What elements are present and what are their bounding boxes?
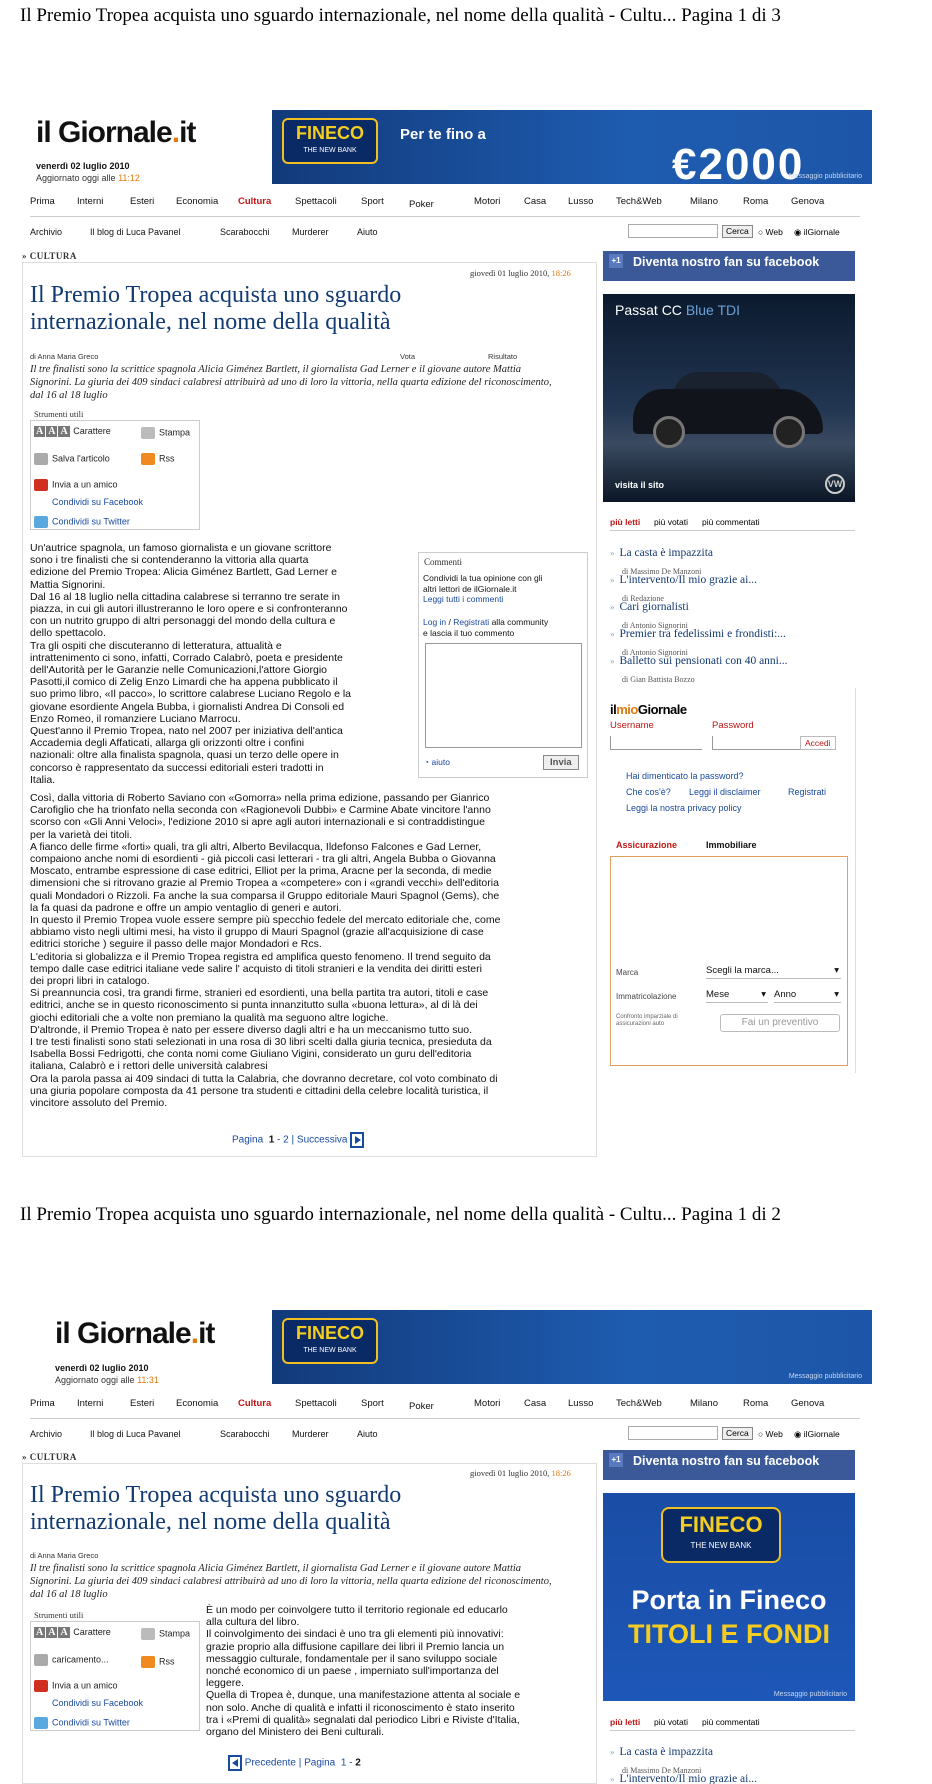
nav-item-lusso[interactable]: Lusso xyxy=(568,196,594,207)
tools-title: Strumenti utili xyxy=(34,1610,84,1620)
comments-register-link[interactable]: Registrati xyxy=(453,617,490,627)
facebook-fan-bar[interactable]: +1 Diventa nostro fan su facebook xyxy=(603,251,855,281)
nav-item-esteri[interactable]: Esteri xyxy=(130,1398,155,1409)
search-button[interactable]: Cerca xyxy=(722,1427,753,1440)
search-input[interactable] xyxy=(628,224,718,238)
nav-item-economia[interactable]: Economia xyxy=(176,196,219,207)
nav-item-lusso[interactable]: Lusso xyxy=(568,1398,594,1409)
tab-most-commented[interactable]: più commentati xyxy=(702,1717,760,1727)
nav-item-casa[interactable]: Casa xyxy=(524,196,547,207)
nav-item-genova[interactable]: Genova xyxy=(791,1398,825,1409)
loading-indicator: caricamento... xyxy=(34,1654,109,1666)
nav-item-spettacoli[interactable]: Spettacoli xyxy=(295,1398,337,1409)
prev-arrow-icon[interactable] xyxy=(228,1755,242,1771)
pagination-1: Pagina 1 - 2 | Successiva xyxy=(232,1132,364,1148)
read-all-comments-link[interactable]: Leggi tutti i commenti xyxy=(423,594,504,604)
ad-label: Messaggio pubblicitario xyxy=(773,1691,847,1698)
site-logo[interactable]: il Giornale.it xyxy=(55,1317,215,1350)
nav-item-milano[interactable]: Milano xyxy=(690,196,718,207)
search-option-site[interactable]: ◉ ilGiornale xyxy=(794,227,840,237)
most-read-item[interactable]: » La casta è impazzita di Massimo De Manzoni xyxy=(610,547,714,576)
passat-car-ad[interactable] xyxy=(603,294,855,502)
nav-item-casa[interactable]: Casa xyxy=(524,1398,547,1409)
visit-site-link[interactable]: visita il sito xyxy=(615,480,665,490)
banner-amount: €2000 xyxy=(672,140,805,184)
save-icon xyxy=(34,453,48,465)
share-facebook-tool[interactable]: Condividi su Facebook xyxy=(52,497,144,507)
fineco-logo: FINECO THE NEW BANK xyxy=(282,1318,378,1364)
username-label: Username xyxy=(610,720,654,731)
fineco-logo: FINECO THE NEW BANK xyxy=(282,118,378,164)
rss-icon xyxy=(141,1656,155,1668)
search-option-web[interactable]: ○ Web xyxy=(758,227,783,237)
comments-title: Commenti xyxy=(424,557,462,567)
nav-item-economia[interactable]: Economia xyxy=(176,1398,219,1409)
printer-icon xyxy=(141,1628,155,1640)
tabs-divider xyxy=(610,530,855,531)
nav-divider xyxy=(30,216,860,217)
share-facebook-tool[interactable]: Condividi su Facebook xyxy=(52,1698,144,1708)
facebook-fan-bar[interactable]: +1 Diventa nostro fan su facebook xyxy=(603,1450,855,1480)
most-read-item[interactable]: » La casta è impazzita di Massimo De Manzoni xyxy=(610,1746,714,1775)
fineco-logo: FINECO THE NEW BANK xyxy=(661,1507,781,1563)
nav-item-cultura[interactable]: Cultura xyxy=(238,1398,272,1409)
next-arrow-icon[interactable] xyxy=(350,1132,364,1148)
mail-icon xyxy=(34,479,48,491)
ad-label: Messaggio pubblicitario xyxy=(788,1373,862,1380)
tabs-divider xyxy=(610,1730,855,1731)
mese-select[interactable]: Mese ▾ xyxy=(706,989,768,1003)
insurance-note: Confronto imparziale di assicurazioni auto xyxy=(616,1014,678,1027)
printer-icon xyxy=(141,427,155,439)
search-option-web[interactable]: ○ Web xyxy=(758,1429,783,1439)
get-quote-button[interactable]: Fai un preventivo xyxy=(720,1014,840,1032)
site-logo[interactable]: il Giornale.it xyxy=(36,116,196,149)
nav-item-roma[interactable]: Roma xyxy=(743,196,769,207)
nav-item-interni[interactable]: Interni xyxy=(77,1398,104,1409)
disclaimer-link[interactable]: Leggi il disclaimer xyxy=(689,787,761,797)
send-friend-tool[interactable]: Invia a un amico xyxy=(34,479,118,491)
subnav-scarabocchi[interactable]: Scarabocchi xyxy=(220,227,270,237)
most-read-item[interactable]: » Cari giornalisti di Antonio Signorini xyxy=(610,601,689,630)
subnav-blog[interactable]: Il blog di Luca Pavanel xyxy=(90,1429,181,1439)
article-byline: di Anna Maria Greco xyxy=(30,1551,99,1560)
article-body-page-2: È un modo per coinvolgere tutto il territorio regionale ed educarlo alla cultura del libro. Il coinvolgimento dei sindaci è uno tra gli elementi più innovativi: grazie proprio alla diffusione capillare dei libri il Premio lancia un messaggio culturale, fondamentale per il sano sviluppo sociale nonché economico di un paese , imperniato sull'importanza del leggere. Quella di Tropea è, dunque, una manifestazione attenta al sociale e non solo. Anche di qualità e infatti il riconoscimento è stato inserito tra i «Premi di qualità» segnalati dal periodico Libri e Riviste d'Italia, organo del Ministero dei Beni culturali. xyxy=(206,1604,521,1739)
nav-item-motori[interactable]: Motori xyxy=(474,1398,501,1409)
tab-immobiliare[interactable]: Immobiliare xyxy=(706,840,757,850)
nav-item-poker[interactable]: Poker xyxy=(409,1401,434,1412)
search-button[interactable]: Cerca xyxy=(722,225,753,238)
most-read-item[interactable]: » Balletto sui pensionati con 40 anni... di Gian Battista Bozzo xyxy=(610,655,788,684)
fineco-banner-ad[interactable] xyxy=(272,110,872,184)
banner-promo-text: Per te fino a xyxy=(400,126,486,143)
fineco-sidebar-ad[interactable] xyxy=(603,1493,855,1701)
tab-assicurazione[interactable]: Assicurazione xyxy=(616,840,678,850)
subnav-aiuto[interactable]: Aiuto xyxy=(357,1429,378,1439)
article-summary: Il tre finalisti sono la scrittice spagnola Alicia Giménez Bartlett, il giornalista Gad Lerner e il giovane autore Mattia Signorini. La giuria dei 409 sindaci calabresi attribuirà ad uno di loro la vittoria, nella quarta edizione del riconoscimento, dal 16 al 18 luglio xyxy=(30,364,552,401)
subnav-murderer[interactable]: Murderer xyxy=(292,227,329,237)
search-option-site[interactable]: ◉ ilGiornale xyxy=(794,1429,840,1439)
forgot-password-link[interactable]: Hai dimenticato la password? xyxy=(626,771,744,781)
most-read-item[interactable]: » L'intervento/Il mio grazie ai... di Redazione xyxy=(610,574,757,603)
article-headline: Il Premio Tropea acquista uno sguardo internazionale, nel nome della qualità xyxy=(30,1482,402,1535)
comments-help-link[interactable]: ◔ aiuto xyxy=(424,757,450,767)
nav-item-esteri[interactable]: Esteri xyxy=(130,196,155,207)
nav-item-prima[interactable]: Prima xyxy=(30,1398,55,1409)
print-header-1: Il Premio Tropea acquista uno sguardo internazionale, nel nome della qualità - Cultu... Pagina 1 di 3 xyxy=(20,5,781,26)
subnav-murderer[interactable]: Murderer xyxy=(292,1429,329,1439)
fineco-banner-ad[interactable] xyxy=(272,1310,872,1384)
tab-most-voted[interactable]: più votati xyxy=(654,1717,689,1727)
vw-logo-icon: VW xyxy=(825,474,845,494)
subnav-archivio[interactable]: Archivio xyxy=(30,227,63,237)
next-page-link[interactable]: Successiva xyxy=(296,1134,348,1146)
prev-page-link[interactable]: Precedente xyxy=(244,1757,296,1769)
nav-item-prima[interactable]: Prima xyxy=(30,196,55,207)
section-label: » CULTURA xyxy=(22,1452,77,1462)
tools-title: Strumenti utili xyxy=(34,409,84,419)
nav-item-cultura[interactable]: Cultura xyxy=(238,196,272,207)
nav-item-techweb[interactable]: Tech&Web xyxy=(616,196,662,207)
marca-select[interactable]: Scegli la marca... ▾ xyxy=(706,965,841,979)
nav-item-sport[interactable]: Sport xyxy=(361,1398,384,1409)
nav-item-milano[interactable]: Milano xyxy=(690,1398,718,1409)
vota-label[interactable]: Vota xyxy=(400,352,416,361)
nav-item-interni[interactable]: Interni xyxy=(77,196,104,207)
font-size-tool[interactable]: A A A Carattere xyxy=(36,1627,111,1638)
subnav-aiuto[interactable]: Aiuto xyxy=(357,227,378,237)
nav-item-sport[interactable]: Sport xyxy=(361,196,384,207)
most-read-item[interactable]: » L'intervento/Il mio grazie ai... xyxy=(610,1773,757,1784)
ilmiogiornale-login-title: ilmioGiornale xyxy=(610,702,687,717)
tab-most-read[interactable]: più letti xyxy=(610,517,641,527)
subnav-scarabocchi[interactable]: Scarabocchi xyxy=(220,1429,270,1439)
nav-item-spettacoli[interactable]: Spettacoli xyxy=(295,196,337,207)
comments-intro: Condividi la tua opinione con gli altri lettori de ilGiornale.it Leggi tutti i commenti xyxy=(423,573,585,605)
password-input[interactable] xyxy=(712,736,800,750)
register-link[interactable]: Registrati xyxy=(788,787,827,797)
ad-label: Messaggio pubblicitario xyxy=(788,173,862,180)
article-date: giovedì 01 luglio 2010, 18:26 xyxy=(470,268,571,278)
comment-submit-button[interactable]: Invia xyxy=(543,755,579,770)
password-label: Password xyxy=(712,720,754,731)
twitter-icon xyxy=(34,1717,48,1729)
tab-most-read[interactable]: più letti xyxy=(610,1717,641,1727)
rss-icon xyxy=(141,453,155,465)
article-date: giovedì 01 luglio 2010, 18:26 xyxy=(470,1468,571,1478)
article-body-full-1: Così, dalla vittoria di Roberto Saviano con «Gomorra» nella prima edizione, passando per Gianrico Carofiglio che ha trionfato nella seconda con «Ragionevoli Dubbi» e Carmine Abate vincitore l'anno scorso con «Gli Anni Veloci», l'edizione 2010 si apre agli autori internazionali e si contraddistingue per la varietà dei titoli. A fianco delle firme «forti» quali, tra gli altri, Alberto Bevilacqua, Ildefonso Falcones e Gad Lerner, compaiono anche nomi di esordienti - già piccoli casi letterari - tra gli altri, Angela Bubba o Giovanna Moscato, entrambe espressione di case editrici, Elliot per la prima, Aracne per la seconda, di medie dimensioni che si ritrovano grazie al Premio Tropea a «competere» con i «grandi vecchi» dell'editoria quali Mondadori o Rizzoli. Fa anche la sua comparsa il Gruppo editoriale Mauri Spagnol (Gems), che la fa quasi da padrone e offre un ampio ventaglio di generi e autori. In questo il Premio Tropea vuole essere sempre più specchio fedele del mercato editoriale che, come abbiamo visto negli ultimi mesi, ha visto il gruppo di Mauri Spagnol (grazie all'acquisizione di case editrici storiche ) seguire il passo delle major Mondadori e Rcs. L'editoria si globalizza e il Premio Tropea registra ed amplifica questo fenomeno. Il trend seguito da tempo dalle case editrici italiane vede salire l' acquisto di titoli stranieri e la vendita dei diritti esteri dei propri libri in catalogo. Si preannuncia così, tra grandi firme, stranieri ed esordienti, una bella partita tra autori, titoli e case editrici, anche se in questo riconoscimento si punta innanzitutto sulla «buona lettura», al di là dei giochi editoriali che a volte non premiano la qualità ma seguono altre logiche. D'altronde, il Premio Tropea è nato per essere diverso dagli altri e ha un meccanismo tutto suo. I tre testi finalisti sono stati selezionati in una rosa di 30 libri scelti dalla giuria tecnica, presieduta da Isabella Bossi Fedrigotti, che conta nomi come Giuliano Vigini, considerato un guru dell'editoria italiana, Calabrò e i rettori delle università calabresi Ora la parola passa ai 409 sindaci di tutta la Calabria, che dovranno decretare, col voto combinato di una giuria popolare composta da 41 persone tra studenti e cittadini della celebre località turistica, il vincitore assoluto del Premio. xyxy=(30,792,501,1110)
save-article-tool[interactable]: Salva l'articolo xyxy=(34,453,110,465)
fineco-ad-line-2: TITOLI E FONDI xyxy=(628,1619,830,1649)
send-friend-tool[interactable]: Invia a un amico xyxy=(34,1680,118,1692)
rss-tool[interactable]: Rss xyxy=(141,453,175,465)
date-line: venerdì 02 luglio 2010 Aggiornato oggi alle 11:12 xyxy=(36,161,140,183)
mail-icon xyxy=(34,1680,48,1692)
nav-divider xyxy=(30,1418,860,1419)
rss-tool[interactable]: Rss xyxy=(141,1656,175,1668)
print-tool[interactable]: Stampa xyxy=(141,427,190,439)
nav-item-poker[interactable]: Poker xyxy=(409,199,434,210)
comment-textarea[interactable] xyxy=(425,643,582,748)
immatricolazione-label: Immatricolazione xyxy=(616,992,677,1001)
what-is-link[interactable]: Che cos'è? xyxy=(626,787,671,797)
share-twitter-tool[interactable]: Condividi su Twitter xyxy=(34,516,130,528)
plus-one-icon: +1 xyxy=(609,254,623,268)
font-size-tool[interactable]: A A A Carattere xyxy=(36,426,111,437)
login-button[interactable]: Accedi xyxy=(800,736,836,750)
plus-one-icon: +1 xyxy=(609,1453,623,1467)
comments-login-link[interactable]: Log in xyxy=(423,617,447,627)
risultato-label: Risultato xyxy=(488,352,518,361)
privacy-policy-link[interactable]: Leggi la nostra privacy policy xyxy=(626,803,742,813)
fineco-ad-line-1: Porta in Fineco xyxy=(631,1585,827,1615)
article-headline: Il Premio Tropea acquista uno sguardo internazionale, nel nome della qualità xyxy=(30,282,402,335)
print-header-2: Il Premio Tropea acquista uno sguardo internazionale, nel nome della qualità - Cultu... Pagina 1 di 2 xyxy=(20,1204,781,1225)
anno-select[interactable]: Anno ▾ xyxy=(774,989,841,1003)
date-line: venerdì 02 luglio 2010 Aggiornato oggi alle 11:31 xyxy=(55,1363,159,1385)
comments-login: Log in / Registrati alla community e lascia il tuo commento xyxy=(423,617,549,638)
nav-item-roma[interactable]: Roma xyxy=(743,1398,769,1409)
article-body-col-1: Un'autrice spagnola, un famoso giornalista e un giovane scrittore sono i tre finalisti che si contenderanno la vittoria alla quarta edizione del Premio Tropea: Alicia Giménez Bartlett, Gad Lerner e Mattia Signorini. Dal 16 al 18 luglio nella cittadina calabrese si terranno tre serate in piazza, in cui gli autori illustreranno le loro opere e si confronteranno con un nutrito gruppo di altri personaggi del mondo della cultura e dello spettacolo. Tra gli ospiti che discuteranno di letteratura, attualità e intrattenimento ci sono, infatti, Corrado Calabrò, poeta e presidente dell'Autorità per le Garanzie nelle Comunicazioni,l'attore Giorgio Pasotti,il comico di Zelig Enzo Limardi che ha appena pubblicato il suo primo libro, «Il pacco», lo scrittore calabrese Luciano Regolo e la giovane esordiente Angela Bubba, i giornalisti Andrea Di Consoli ed Enzo Romeo, il romanziere Luciano Marrocu. Quest'anno il Premio Tropea, nato nel 2007 per iniziativa dell'antica Accademia degli Affaticati, allarga gli orizzonti oltre i confini nazionali: oltre alla finalista spagnola, quasi un terzo delle opere in concorso è rappresentato da successi editoriali esteri tradotti in Italia. xyxy=(30,542,352,786)
print-tool[interactable]: Stampa xyxy=(141,1628,190,1640)
search-input[interactable] xyxy=(628,1426,718,1440)
subnav-blog[interactable]: Il blog di Luca Pavanel xyxy=(90,227,181,237)
nav-item-motori[interactable]: Motori xyxy=(474,196,501,207)
nav-item-techweb[interactable]: Tech&Web xyxy=(616,1398,662,1409)
sidebar-border xyxy=(855,688,856,1073)
car-ad-title: Passat CC Blue TDI xyxy=(615,302,741,318)
article-byline: di Anna Maria Greco xyxy=(30,352,99,361)
tab-most-commented[interactable]: più commentati xyxy=(702,517,760,527)
nav-item-genova[interactable]: Genova xyxy=(791,196,825,207)
twitter-icon xyxy=(34,516,48,528)
tab-most-voted[interactable]: più votati xyxy=(654,517,689,527)
insurance-widget xyxy=(610,856,848,1066)
username-input[interactable] xyxy=(610,736,702,750)
page-1-link[interactable]: 1 xyxy=(340,1757,347,1769)
article-summary: Il tre finalisti sono la scrittice spagnola Alicia Giménez Bartlett, il giornalista Gad Lerner e il giovane autore Mattia Signorini. La giuria dei 409 sindaci calabresi attribuirà ad uno di loro la vittoria, nella quarta edizione del riconoscimento, dal 16 al 18 luglio xyxy=(30,1563,552,1600)
share-twitter-tool[interactable]: Condividi su Twitter xyxy=(34,1717,130,1729)
pagination-2: Precedente | Pagina 1 - 2 xyxy=(228,1755,361,1771)
page-2-link[interactable]: 2 xyxy=(283,1134,289,1146)
marca-label: Marca xyxy=(616,968,639,977)
spinner-icon xyxy=(34,1654,48,1666)
section-label: » CULTURA xyxy=(22,251,77,261)
most-read-item[interactable]: » Premier tra fedelissimi e frondisti:... di Antonio Signorini xyxy=(610,628,786,657)
subnav-archivio[interactable]: Archivio xyxy=(30,1429,63,1439)
